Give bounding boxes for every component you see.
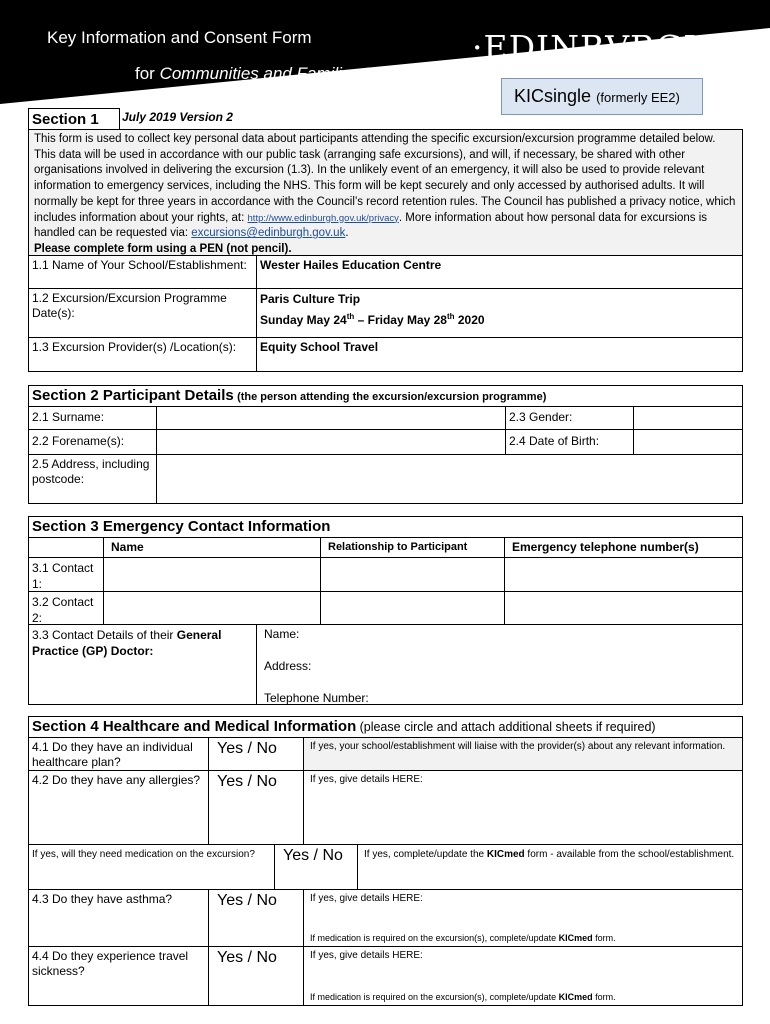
medication-question: If yes, will they need medication on the excursion?: [28, 844, 275, 890]
dob-label: 2.4 Date of Birth:: [505, 429, 634, 455]
privacy-link[interactable]: http://www.edinburgh.gov.uk/privacy: [247, 212, 399, 224]
provider-label: 1.3 Excursion Provider(s) /Location(s):: [28, 337, 257, 372]
contact2-label: 3.2 Contact 2:: [28, 591, 104, 625]
provider-value[interactable]: Equity School Travel: [256, 337, 743, 372]
q41-note: If yes, your school/establishment will liaise with the provider(s) about any relevant information.: [303, 737, 743, 771]
q42-details[interactable]: If yes, give details HERE:: [303, 770, 743, 845]
form-code-badge: KICsingle (formerly EE2): [501, 78, 703, 115]
medication-yes-no[interactable]: Yes / No: [274, 844, 358, 890]
form-title-line2: for Communities and Families Excursions: [135, 64, 448, 83]
surname-label: 2.1 Surname:: [28, 406, 157, 430]
school-value[interactable]: Wester Hailes Education Centre: [256, 255, 743, 289]
q43-yes-no[interactable]: Yes / No: [208, 889, 304, 947]
gp-details-field[interactable]: [256, 624, 743, 705]
dob-field[interactable]: [633, 429, 743, 455]
address-label: 2.5 Address, including postcode:: [28, 454, 157, 504]
gender-label: 2.3 Gender:: [505, 406, 634, 430]
q44-details[interactable]: If yes, give details HERE: If medication is required on the excursion(s), complete/update KICmed form.: [303, 946, 743, 1006]
forename-label: 2.2 Forename(s):: [28, 429, 157, 455]
q42-yes-no[interactable]: Yes / No: [208, 770, 304, 845]
contact1-phone-field[interactable]: [504, 557, 743, 592]
q44-yes-no[interactable]: Yes / No: [208, 946, 304, 1006]
gp-phone-label: Telephone Number:: [264, 691, 369, 705]
school-label: 1.1 Name of Your School/Establishment:: [28, 255, 257, 289]
pen-note: Please complete form using a PEN (not pencil).: [34, 242, 292, 255]
q43-label: 4.3 Do they have asthma?: [28, 889, 209, 947]
contact1-relationship-field[interactable]: [320, 557, 505, 592]
email-link[interactable]: excursions@edinburgh.gov.uk: [191, 227, 346, 240]
surname-field[interactable]: [156, 406, 506, 430]
section3-title: Section 3 Emergency Contact Information: [28, 516, 743, 538]
section2-header: Section 2 Participant Details (the person attending the excursion/excursion programme): [28, 385, 743, 407]
form-title-line1: Key Information and Consent Form: [47, 28, 312, 47]
gp-label: 3.3 Contact Details of their General Practice (GP) Doctor:: [28, 624, 257, 705]
dates-value[interactable]: Paris Culture Trip Sunday May 24th – Friday May 28th 2020: [256, 288, 743, 338]
gender-field[interactable]: [633, 406, 743, 430]
contact1-label: 3.1 Contact 1:: [28, 557, 104, 592]
q43-details[interactable]: If yes, give details HERE: If medication is required on the excursion(s), complete/update KICmed form.: [303, 889, 743, 947]
q41-yes-no[interactable]: Yes / No: [208, 737, 304, 771]
col-relationship: Relationship to Participant: [320, 537, 505, 558]
address-field[interactable]: [156, 454, 743, 504]
section1-title: Section 1: [28, 108, 120, 130]
contact2-phone-field[interactable]: [504, 591, 743, 625]
edinburgh-logo: ·EDINBVRGH·: [472, 28, 725, 67]
q44-label: 4.4 Do they experience travel sickness?: [28, 946, 209, 1006]
medication-note: If yes, complete/update the KICmed form - available from the school/establishment.: [357, 844, 743, 890]
contact2-name-field[interactable]: [103, 591, 321, 625]
gp-name-label: Name:: [264, 627, 300, 641]
q42-label: 4.2 Do they have any allergies?: [28, 770, 209, 845]
section1-version: July 2019 Version 2: [122, 110, 233, 124]
contact2-relationship-field[interactable]: [320, 591, 505, 625]
section3-corner: [28, 537, 104, 558]
gp-address-label: Address:: [264, 659, 312, 673]
col-name: Name: [103, 537, 321, 558]
dates-label: 1.2 Excursion/Excursion Programme Date(s):: [28, 288, 257, 338]
q41-label: 4.1 Do they have an individual healthcare plan?: [28, 737, 209, 771]
contact1-name-field[interactable]: [103, 557, 321, 592]
col-phone: Emergency telephone number(s): [504, 537, 743, 558]
forename-field[interactable]: [156, 429, 506, 455]
council-subtitle: THE CITY OF EDINBURGH COUNCIL: [506, 66, 709, 77]
section4-header: Section 4 Healthcare and Medical Information (please circle and attach additional sheets if required): [28, 716, 743, 738]
section1-intro: This form is used to collect key personal data about participants attending the specific excursion/excursion programme detailed below. This data will be used in accordance with our public task (arranging safe excursions), and will, if necessary, be shared with other organisations involved in delivering the excursion (1.3). In the unlikely event of an emergency, it will also be used to provide relevant information to emergency services, including the NHS. This form will be kept securely and only accessed by authorised adults. It will normally be kept for three years in accordance with the Council’s record retention rules. The Council has published a privacy notice, which includes information about your rights, at: http://www.edinburgh.gov.uk/privacy. More information about how personal data for excursions is handled can be requested via: excursions@edinburgh.gov.uk. Please complete form using a PEN (not pencil).: [28, 129, 743, 256]
